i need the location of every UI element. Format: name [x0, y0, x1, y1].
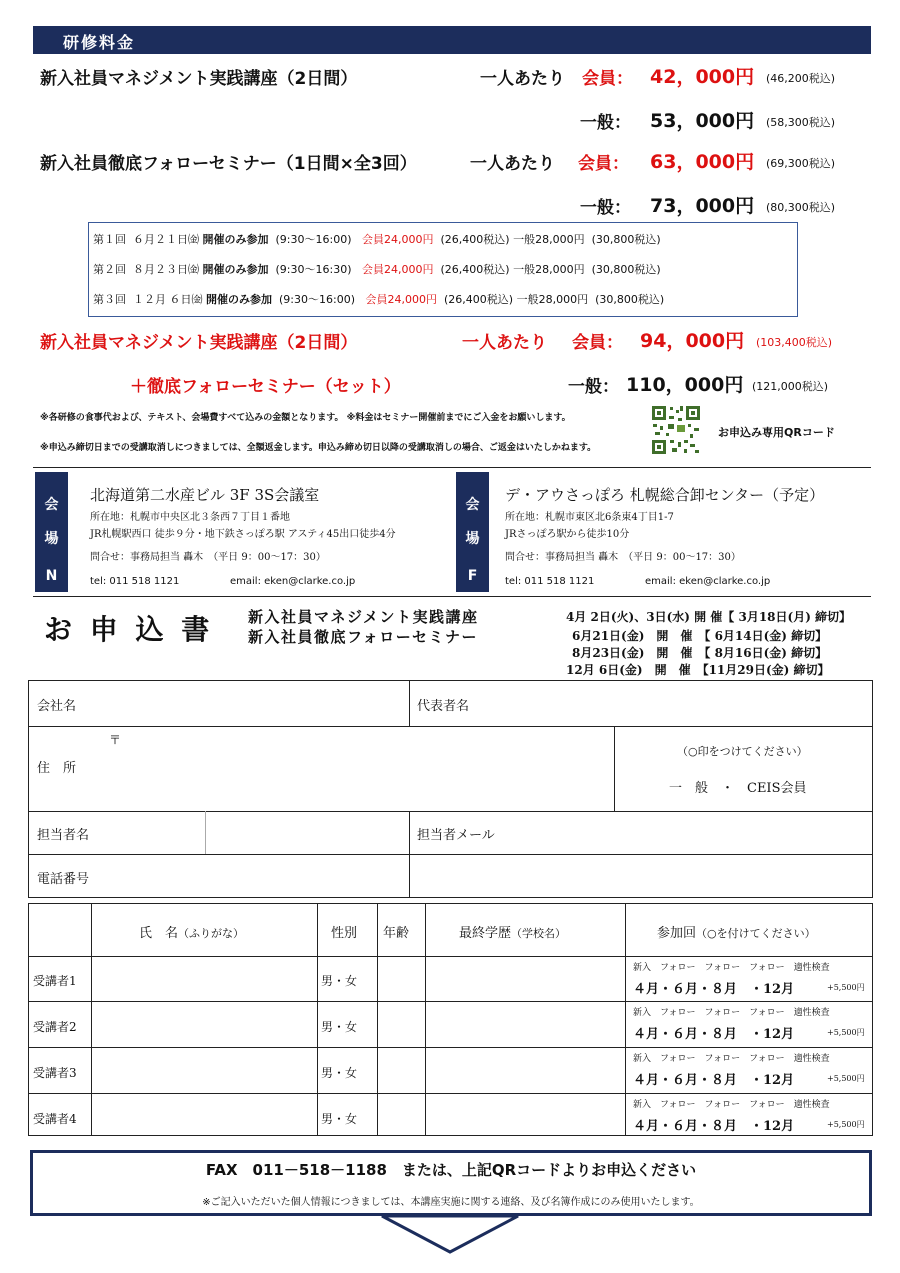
attendee-gender-4[interactable]: 男・女	[321, 1112, 358, 1126]
per-person-2: 一人あたり	[470, 154, 555, 174]
venue-f-email[interactable]: email: eken@clarke.co.jp	[645, 576, 771, 587]
contact-person-field[interactable]	[213, 817, 403, 849]
qr-label: お申込み専用QRコード	[718, 426, 835, 439]
member-label-1: 会員：	[582, 69, 633, 89]
company-label: 会社名	[37, 699, 77, 714]
member-price-1: 42，000円	[650, 66, 755, 88]
application-form	[28, 680, 873, 898]
session-row-1: 第１回 ６月２１日㈮ 開催のみ参加 (9:30～16:00) 会員24,000円 (26,400税込) 一般28,000円 (30,800税込)	[93, 233, 661, 246]
qr-code-icon[interactable]	[650, 404, 702, 456]
attendee-label-2: 受講者2	[33, 1020, 77, 1034]
course-name-1: 新入社員マネジメント実践講座（2日間）	[40, 69, 358, 89]
general-tax-1: (58,300税込)	[766, 116, 836, 129]
general-price-3: 110，000円	[626, 374, 744, 396]
session-row-3: 第３回 １２月 ６日㈮ 開催のみ参加 (9:30～16:00) 会員24,000円 (26,400税込) 一般28,000円 (30,800税込)	[93, 293, 665, 306]
membership-options[interactable]: 一 般 ・ CEIS会員	[669, 781, 807, 796]
header-age: 年齢	[383, 926, 410, 941]
attendee-name-field-4[interactable]	[95, 1097, 313, 1133]
header-name: 氏 名（ふりがな）	[139, 926, 245, 941]
general-label-2: 一般：	[580, 198, 631, 218]
attendee-gender-1[interactable]: 男・女	[321, 974, 358, 988]
application-course-1: 新入社員マネジメント実践講座	[248, 608, 479, 626]
attendee-table: 氏 名（ふりがな） 性別 年齢 最終学歴（学校名） 参加回（○を付けてください） 受講者1 男・女 新入 フォロー フォロー フォロー 適性検査 ４月・６月・８月 ・12月 +5,500円 受講者2 男・女 新入 フォロー フォロー フォロー 適性検査 ４月・６月・８月 ・12月 +5,500円 受講者3 男・女 新入 フォロー フォロー フォロー 適性検査 ４月・６月・８月 ・12月 +5,500円 受講者4 男・女 新入 フォロー フォロー フォロー 適性検査 ４月・６月・８月 ・12月 +5,500円	[28, 903, 873, 1136]
divider-top	[33, 467, 871, 468]
set-label: ＋徹底フォローセミナー（セット）	[130, 377, 401, 397]
header-gender: 性別	[331, 926, 358, 941]
schedule-1: 4月 2日(火)、3日(水) 開 催【 3月18日(月) 締切】	[566, 610, 852, 624]
member-tax-1: (46,200税込)	[766, 72, 836, 85]
venue-f-addr2: JRさっぽろ駅から徒歩10分	[505, 529, 630, 540]
session-row-2: 第２回 ８月２３日㈮ 開催のみ参加 (9:30～16:30) 会員24,000円 (26,400税込) 一般28,000円 (30,800税込)	[93, 263, 661, 276]
venue-f-tel: tel: 011 518 1121	[505, 576, 595, 587]
representative-label: 代表者名	[417, 699, 470, 714]
attendance-options-3[interactable]: ４月・６月・８月 ・12月	[633, 1073, 795, 1088]
general-price-2: 73，000円	[650, 195, 755, 217]
attendance-options-2[interactable]: ４月・６月・８月 ・12月	[633, 1027, 795, 1042]
application-course-2: 新入社員徹底フォローセミナー	[248, 628, 478, 646]
membership-note: （○印をつけてください）	[677, 745, 808, 758]
attendee-gender-3[interactable]: 男・女	[321, 1066, 358, 1080]
attendee-name-field-3[interactable]	[95, 1051, 313, 1089]
course-name-3: 新入社員マネジメント実践講座（2日間）	[40, 333, 358, 353]
per-person-3: 一人あたり	[462, 333, 547, 353]
venue-n-contact: 問合せ：事務局担当 轟木 （平日 9：00～17：30）	[90, 552, 326, 563]
application-title: お 申 込 書	[44, 613, 214, 646]
venue-n-name: 北海道第二水産ビル 3F 3S会議室	[90, 486, 320, 504]
venue-n-addr2: JR札幌駅西口 徒歩９分・地下鉄さっぽろ駅 アスティ45出口徒歩4分	[90, 529, 396, 540]
member-tax-3: (103,400税込)	[756, 336, 833, 349]
header-attendance: 参加回（○を付けてください）	[657, 926, 816, 941]
attendee-label-3: 受講者3	[33, 1066, 77, 1080]
venue-n-tel: tel: 011 518 1121	[90, 576, 180, 587]
address-label: 住 所	[37, 761, 77, 776]
per-person-1: 一人あたり	[480, 69, 565, 89]
general-label-1: 一般：	[580, 113, 631, 133]
schedule-2: 6月21日(金) 開 催 【 6月14日(金) 締切】	[572, 629, 828, 643]
course-name-2: 新入社員徹底フォローセミナー（1日間×全3回）	[40, 154, 417, 174]
schedule-3: 8月23日(金) 開 催 【 8月16日(金) 締切】	[572, 646, 828, 660]
phone-label: 電話番号	[37, 872, 90, 887]
member-label-3: 会員：	[572, 333, 623, 353]
general-tax-2: (80,300税込)	[766, 201, 836, 214]
attendance-options-4[interactable]: ４月・６月・８月 ・12月	[633, 1119, 795, 1134]
attendee-gender-2[interactable]: 男・女	[321, 1020, 358, 1034]
section-header-bar	[33, 26, 871, 54]
venue-f-contact: 問合せ：事務局担当 轟木 （平日 9：00～17：30）	[505, 552, 741, 563]
venue-tag-f: 会 場 F	[456, 472, 489, 592]
header-education: 最終学歴（学校名）	[459, 926, 567, 941]
note-refund: ※申込み締切日までの受講取消しにつきましては、全額返金します。申込み締め切日以降の受講取消しの場合、ご返金はいたしかねます。	[40, 443, 597, 453]
fax-line: FAX 011－518－1188 または、上記QRコードよりお申込ください	[205, 1161, 697, 1179]
postal-mark: 〒	[109, 733, 122, 747]
representative-field[interactable]	[509, 687, 859, 719]
contact-email-label: 担当者メール	[417, 828, 495, 843]
venue-f-addr1: 所在地：札幌市東区北6条東4丁目1-7	[505, 512, 674, 523]
attendee-name-field-1[interactable]	[95, 960, 313, 998]
attendee-label-1: 受講者1	[33, 974, 77, 988]
session-schedule-box	[88, 222, 798, 317]
fax-box	[30, 1150, 872, 1216]
contact-email-field[interactable]	[519, 817, 859, 849]
privacy-note: ※ご記入いただいた個人情報につきましては、本講座実施に関する連絡、及び名簿作成にのみ使用いたします。	[202, 1197, 700, 1208]
divider-venues	[33, 596, 871, 597]
member-tax-2: (69,300税込)	[766, 157, 836, 170]
schedule-4: 12月 6日(金) 開 催 【11月29日(金) 締切】	[566, 663, 830, 677]
general-price-1: 53，000円	[650, 110, 755, 132]
venue-n-addr1: 所在地：札幌市中央区北３条西７丁目１番地	[90, 512, 290, 523]
attendance-options-1[interactable]: ４月・６月・８月 ・12月	[633, 982, 795, 997]
attendee-label-4: 受講者4	[33, 1112, 77, 1126]
venue-tag-n: 会 場 N	[35, 472, 68, 592]
general-label-3: 一般：	[568, 377, 619, 397]
address-field[interactable]	[129, 733, 604, 803]
member-price-3: 94，000円	[640, 330, 745, 352]
section-header: 研修料金	[63, 33, 136, 52]
member-price-2: 63，000円	[650, 151, 755, 173]
venue-f-name: デ・アウさっぽろ 札幌総合卸センター（予定）	[505, 486, 825, 504]
company-field[interactable]	[141, 687, 401, 719]
general-tax-3: (121,000税込)	[752, 380, 829, 393]
contact-person-label: 担当者名	[37, 828, 90, 843]
down-arrow-icon	[370, 1214, 530, 1260]
attendee-name-field-2[interactable]	[95, 1005, 313, 1043]
venue-n-email[interactable]: email: eken@clarke.co.jp	[230, 576, 356, 587]
member-label-2: 会員：	[578, 154, 629, 174]
phone-field[interactable]	[129, 860, 399, 892]
note-fees: ※各研修の食事代および、テキスト、会場費すべて込みの金額となります。 ※料金はセミナー開催前までにご入金をお願いします。	[40, 413, 571, 423]
